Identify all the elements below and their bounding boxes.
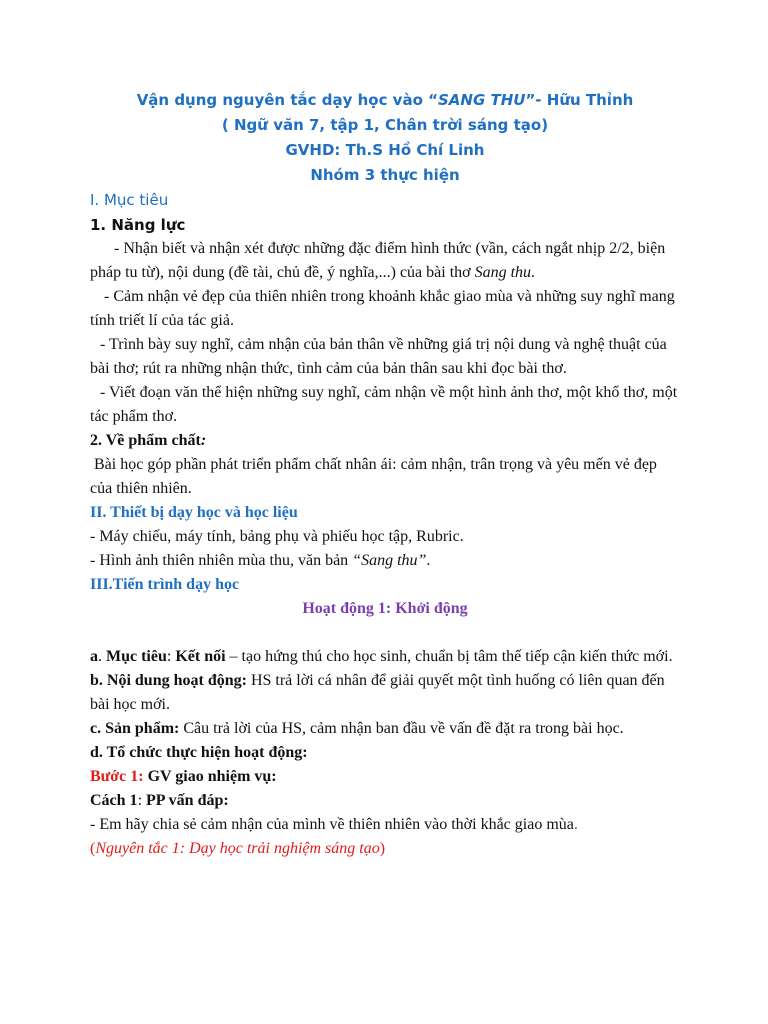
section-3-heading: III.Tiến trình dạy học — [90, 576, 240, 593]
objective-bullet-2: - Cảm nhận vẻ đẹp của thiên nhiên trong khoảnh khắc giao mùa và những suy nghĩ mang tính triết lí của tác giả. — [90, 288, 675, 329]
item-c: c. Sản phẩm: Câu trả lời của HS, cảm nhận ban đầu về vấn đề đặt ra trong bài học. — [90, 720, 624, 737]
quality-paragraph: Bài học góp phần phát triển phẩm chất nhân ái: cảm nhận, trân trọng và yêu mến vẻ đẹp của thiên nhiên. — [90, 456, 657, 497]
objective-bullet-1: - Nhận biết và nhận xét được những đặc điểm hình thức (vần, cách ngắt nhịp 2/2, biện pháp tu từ), nội dung (đề tài, chủ đề, ý nghĩa,...) của bài thơ Sang thu. — [90, 240, 666, 281]
item-b: b. Nội dung hoạt động: HS trả lời cá nhân để giải quyết một tình huống có liên quan đến bài học mới. — [90, 672, 665, 713]
document-page — [90, 88, 680, 861]
section-1-heading: I. Mục tiêu — [90, 191, 169, 209]
item-a: a. Mục tiêu: Kết nối – tạo hứng thú cho học sinh, chuẩn bị tâm thế tiếp cận kiến thức mới. — [90, 648, 673, 665]
subsection-quality: 2. Về phẩm chất: — [90, 432, 207, 449]
doc-group: Nhóm 3 thực hiện — [310, 166, 460, 184]
principle-note: (Nguyên tắc 1: Dạy học trải nghiệm sáng tạo) — [90, 840, 386, 857]
objective-bullet-4: - Viết đoạn văn thể hiện những suy nghĩ, cảm nhận về một hình ảnh thơ, một khổ thơ, một tác phẩm thơ. — [90, 384, 678, 425]
section-2-heading: II. Thiết bị dạy học và học liệu — [90, 504, 298, 521]
equipment-item-2: - Hình ảnh thiên nhiên mùa thu, văn bản “Sang thu”. — [90, 552, 431, 569]
spacer — [90, 621, 680, 645]
activity-1-heading: Hoạt động 1: Khởi động — [302, 600, 468, 617]
item-d: d. Tổ chức thực hiện hoạt động: — [90, 744, 308, 761]
doc-supervisor: GVHD: Th.S Hồ Chí Linh — [285, 141, 485, 159]
question-line: - Em hãy chia sẻ cảm nhận của mình về thiên nhiên vào thời khắc giao mùa. — [90, 816, 578, 833]
step-1: Bước 1: GV giao nhiệm vụ: — [90, 768, 277, 785]
doc-title: Vận dụng nguyên tắc dạy học vào “SANG THU”- Hữu Thỉnh — [136, 91, 634, 109]
objective-bullet-3: - Trình bày suy nghĩ, cảm nhận của bản thân về những giá trị nội dung và nghệ thuật của bài thơ; rút ra những nhận thức, tình cảm của bản thân sau khi đọc bài thơ. — [90, 336, 667, 377]
subsection-capability: 1. Năng lực — [90, 216, 186, 234]
doc-subtitle: ( Ngữ văn 7, tập 1, Chân trời sáng tạo) — [221, 116, 549, 134]
poem-title: SANG THU — [437, 91, 526, 109]
method-1: Cách 1: PP vấn đáp: — [90, 792, 229, 809]
equipment-item-1: - Máy chiếu, máy tính, bảng phụ và phiếu học tập, Rubric. — [90, 528, 464, 545]
